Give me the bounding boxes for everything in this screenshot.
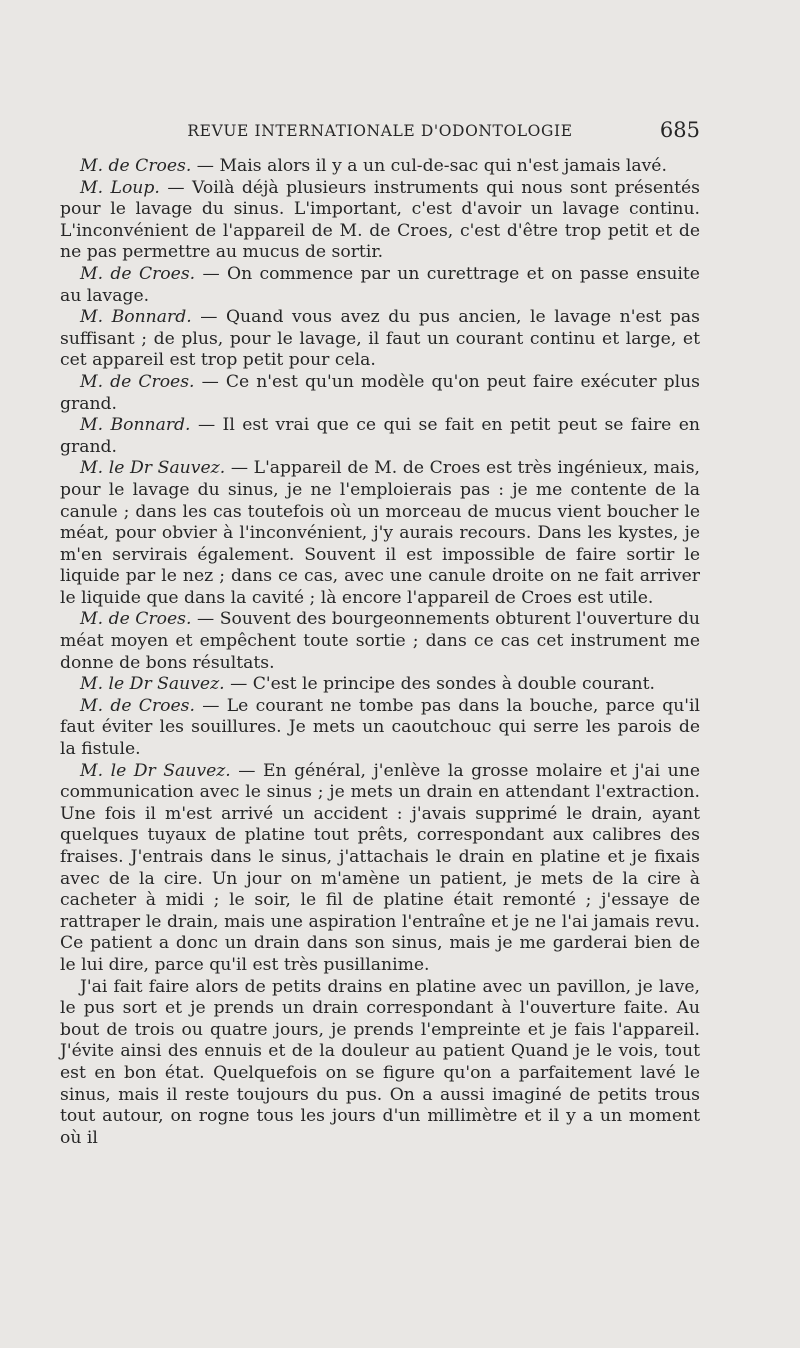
speaker-name: M. de Croes. — [80, 263, 196, 284]
paragraph-text: — On commence par un curettrage et on passe ensuite au lavage. — [60, 263, 700, 306]
paragraph-text: — En général, j'enlève la grosse molaire et j'ai une communication avec le sinus ; je mets un drain en attendant l'extraction. Une fois il m'est arrivé un accident : j'avais supprimé le drain, ayant quelques tuyaux de platine tout prêts, correspondant aux calibres des fraises. J'entrais dans le sinus, j'attachais le drain en platine et je fixais avec de la cire. Un jour on m'amène un patient, je mets de la cire à cacheter à midi ; le soir, le fil de platine était remonté ; j'essaye de rattraper le drain, mais une aspiration l'entraîne et je ne l'ai jamais revu. Ce patient a donc un drain dans son sinus, mais je me garderai bien de le lui dire, parce qu'il est très pusillanime. — [60, 760, 700, 975]
paragraph-text: — Mais alors il y a un cul-de-sac qui n'est jamais lavé. — [191, 156, 667, 176]
speaker-name: M. de Croes. — [80, 695, 195, 716]
speaker-name: M. Bonnard. — [80, 415, 191, 436]
paragraph — [60, 307, 700, 372]
paragraph — [60, 415, 700, 458]
paragraph-text: — Le courant ne tombe pas dans la bouche, parce qu'il faut éviter les souillures. Je mets un caoutchouc qui serre les parois de la fistule. — [60, 695, 700, 760]
paragraph — [60, 696, 700, 761]
body-text — [60, 156, 700, 1149]
speaker-name: M. Bonnard. — [80, 307, 192, 328]
running-head — [60, 118, 700, 144]
paragraph-text: — L'appareil de M. de Croes est très ingénieux, mais, pour le lavage du sinus, je ne l'emploierais pas : je me contente de la canule ; dans les cas toutefois où un morceau de mucus vient boucher le méat, pour obvier à l'inconvénient, j'y aurais recours. Dans les kystes, je m'en servirais également. Souvent il est impossible de faire sortir le liquide par le nez ; dans ce cas, avec une canule droite on ne fait arriver le liquide que dans la cavité ; là encore l'appareil de Croes est utile. — [60, 458, 700, 608]
paragraph-text: — Quand vous avez du pus ancien, le lavage n'est pas suffisant ; de plus, pour le lavage, il faut un courant continu et large, et cet appareil est trop petit pour cela. — [60, 307, 700, 371]
speaker-name: M. le Dr Sauvez. — [80, 674, 225, 695]
paragraph — [60, 674, 700, 696]
paragraph-text: J'ai fait faire alors de petits drains en platine avec un pavillon, je lave, le pus sort et je prends un drain correspondant à l'ouverture faite. Au bout de trois ou quatre jours, je prends l'empreinte et je fais l'appareil. J'évite ainsi des ennuis et de la douleur au patient Quand je le vois, tout est en bon état. Quelquefois on se figure qu'on a parfaitement lavé le sinus, mais il reste toujours du pus. On a aussi imaginé de petits trous tout autour, on rogne tous les jours d'un millimètre et il y a un moment où il — [60, 976, 700, 1148]
speaker-name: M. le Dr Sauvez. — [80, 458, 226, 479]
paragraph — [60, 178, 700, 264]
paragraph-text: — Souvent des bourgeonnements obturent l'ouverture du méat moyen et empêchent toute sortie ; dans ce cas cet instrument me donne de bons résultats. — [60, 609, 700, 673]
paragraph-text: — Voilà déjà plusieurs instruments qui nous sont présentés pour le lavage du sinus. L'important, c'est d'avoir un lavage continu. L'inconvénient de l'appareil de M. de Croes, c'est d'être trop petit et de ne pas permettre au mucus de sortir. — [60, 177, 700, 263]
running-title: REVUE INTERNATIONALE D'ODONTOLOGIE — [187, 122, 573, 140]
page-number: 685 — [659, 118, 700, 142]
speaker-name: M. de Croes. — [80, 371, 195, 392]
paragraph — [60, 609, 700, 674]
paragraph — [60, 372, 700, 415]
paragraph-text: — C'est le principe des sondes à double courant. — [224, 674, 656, 695]
speaker-name: M. de Croes. — [80, 156, 192, 176]
speaker-name: M. le Dr Sauvez. — [80, 760, 231, 781]
paragraph — [60, 761, 700, 977]
paragraph — [60, 458, 700, 609]
speaker-name: M. Loup. — [80, 177, 160, 198]
paragraph — [60, 977, 700, 1150]
paragraph — [60, 156, 700, 178]
paragraph-text: — Il est vrai que ce qui se fait en petit peut se faire en grand. — [60, 415, 700, 457]
paragraph-text: — Ce n'est qu'un modèle qu'on peut faire exécuter plus grand. — [60, 371, 700, 414]
speaker-name: M. de Croes. — [80, 609, 192, 630]
paragraph — [60, 264, 700, 307]
